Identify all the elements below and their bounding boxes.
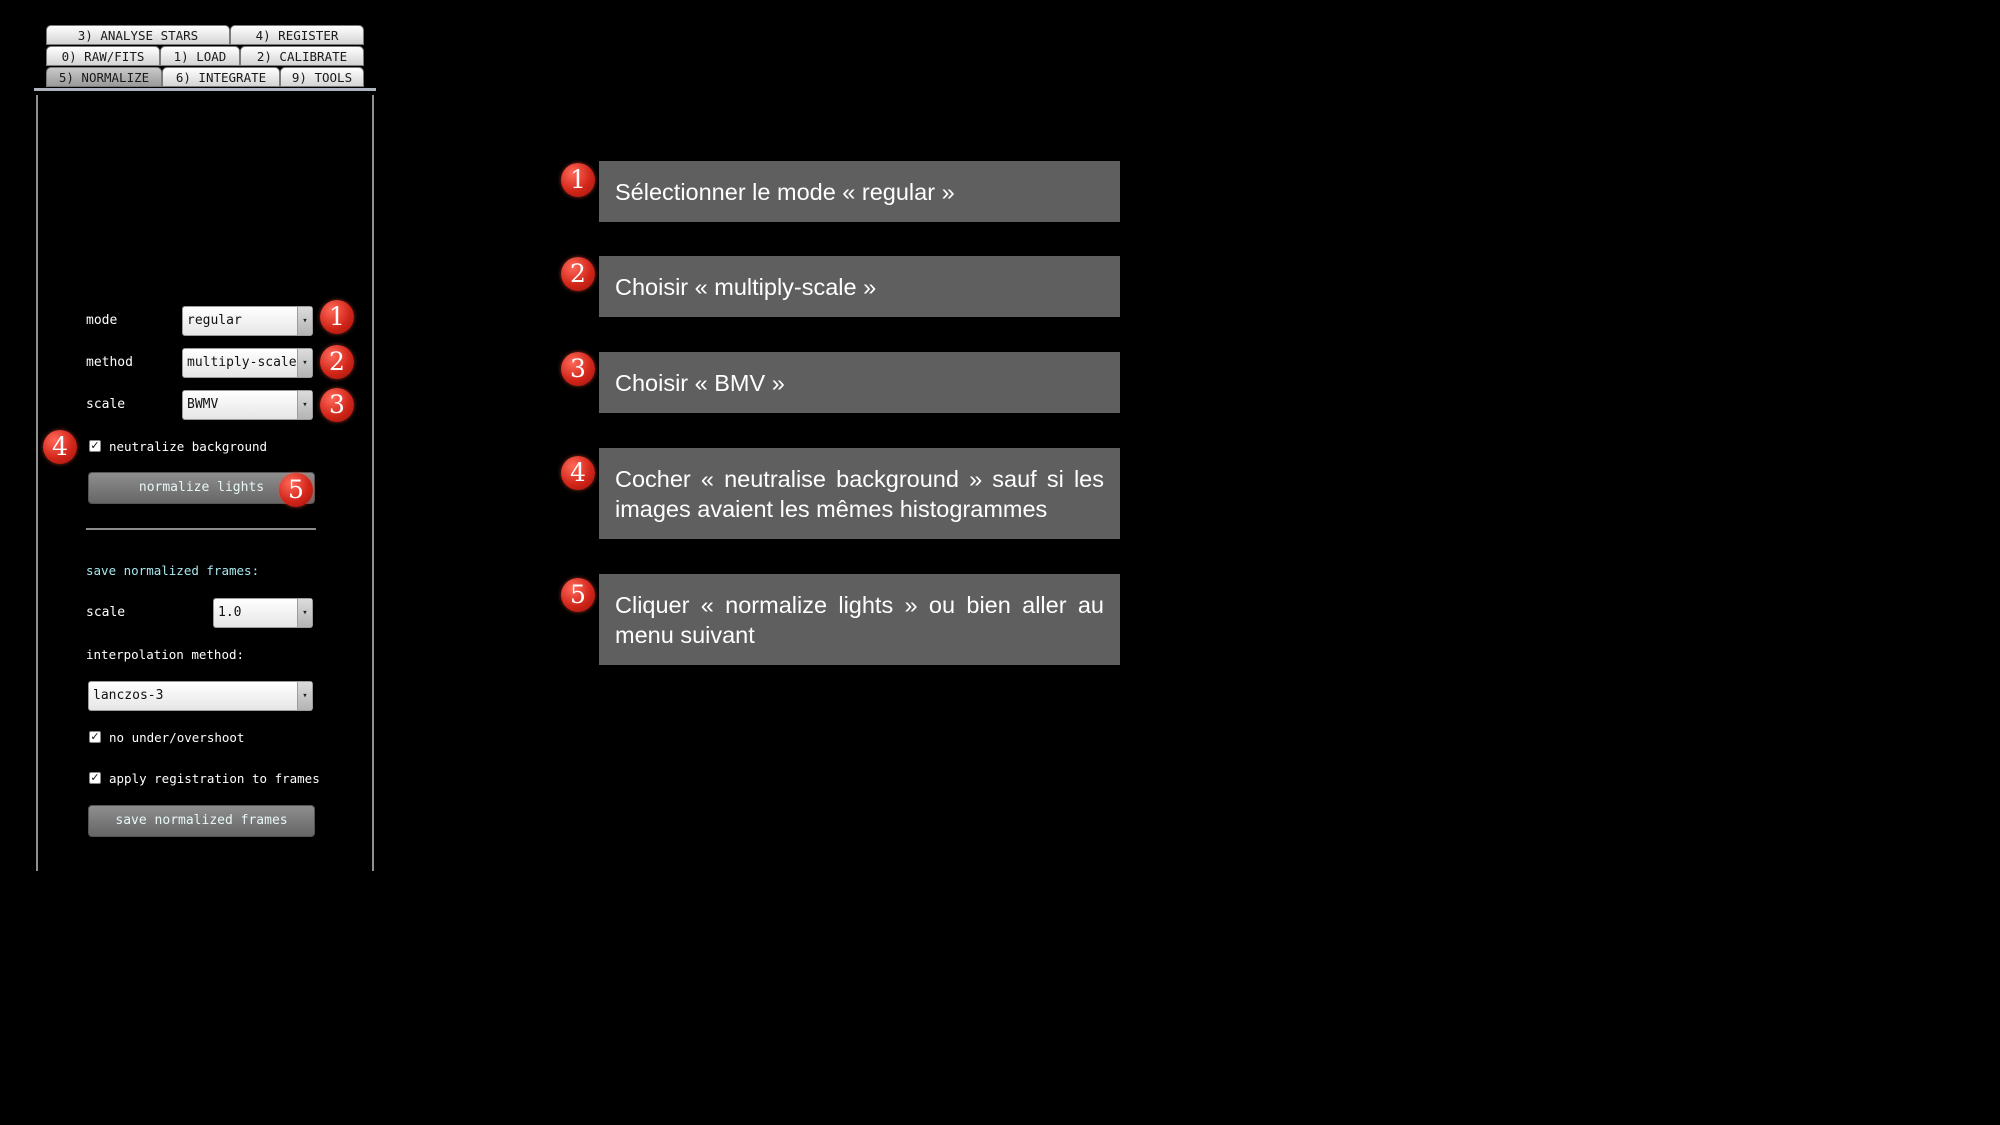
apply-registration-checkbox[interactable]: ✓ [90, 771, 100, 784]
tab-tools[interactable]: 9) TOOLS [280, 67, 364, 87]
method-label: method [86, 355, 133, 370]
tab-analyse-stars[interactable]: 3) ANALYSE STARS [46, 25, 230, 45]
instruction-text-3: Choisir « BMV » [615, 369, 785, 396]
instruction-badge-5: 5 [561, 578, 595, 612]
instruction-box-1 [599, 161, 1120, 222]
scale-label: scale [86, 397, 126, 412]
tab-integrate[interactable]: 6) INTEGRATE [162, 67, 280, 87]
step-badge-5: 5 [279, 473, 313, 507]
interpolation-method-label: interpolation method: [86, 647, 245, 662]
instruction-text-5: Cliquer « normalize lights » ou bien aller au menu suivant [615, 591, 1104, 648]
tab-normalize[interactable]: 5) NORMALIZE [46, 67, 162, 87]
step-badge-1: 1 [320, 300, 354, 334]
mode-select[interactable] [182, 306, 313, 336]
mode-select-value: regular [187, 313, 242, 328]
instruction-box-4 [599, 448, 1120, 539]
normalize-lights-button[interactable]: normalize lights [88, 472, 315, 504]
tab-underline [34, 88, 376, 91]
interpolation-method-select-value: lanczos-3 [93, 688, 164, 703]
chevron-down-icon: ▾ [297, 349, 312, 377]
tab-register[interactable]: 4) REGISTER [230, 25, 364, 45]
save-normalized-frames-button[interactable]: save normalized frames [88, 805, 315, 837]
instruction-text-4: Cocher « neutralise background » sauf si les images avaient les mêmes histogrammes [615, 465, 1104, 522]
chevron-down-icon: ▾ [297, 599, 312, 627]
scale-select[interactable] [182, 390, 313, 420]
mode-label: mode [86, 313, 118, 328]
instruction-text-1: Sélectionner le mode « regular » [615, 178, 955, 205]
instruction-text-2: Choisir « multiply-scale » [615, 273, 877, 300]
neutralize-background-checkbox[interactable]: ✓ [90, 439, 100, 452]
neutralize-background-label: neutralize background [109, 439, 268, 454]
no-overshoot-label: no under/overshoot [109, 730, 245, 745]
save-normalized-frames-label: save normalized frames: [86, 563, 260, 578]
tab-load[interactable]: 1) LOAD [160, 46, 240, 66]
chevron-down-icon: ▾ [297, 307, 312, 335]
interpolation-method-select[interactable] [88, 681, 313, 711]
save-scale-select-value: 1.0 [218, 605, 242, 620]
tab-calibrate[interactable]: 2) CALIBRATE [240, 46, 364, 66]
instruction-badge-3: 3 [561, 352, 595, 386]
method-select[interactable] [182, 348, 313, 378]
instruction-badge-2: 2 [561, 257, 595, 291]
instruction-box-2 [599, 256, 1120, 317]
save-scale-select[interactable] [213, 598, 313, 628]
section-divider [86, 528, 316, 530]
method-select-value: multiply-scale [187, 355, 297, 370]
instruction-box-3 [599, 352, 1120, 413]
instruction-badge-4: 4 [561, 456, 595, 490]
tab-raw-fits[interactable]: 0) RAW/FITS [46, 46, 160, 66]
step-badge-2: 2 [320, 345, 354, 379]
no-overshoot-checkbox[interactable]: ✓ [90, 730, 100, 743]
apply-registration-label: apply registration to frames [109, 771, 320, 786]
scale-select-value: BWMV [187, 397, 219, 412]
save-scale-label: scale [86, 605, 126, 620]
step-badge-3: 3 [320, 388, 354, 422]
chevron-down-icon: ▾ [297, 391, 312, 419]
step-badge-4: 4 [43, 430, 77, 464]
chevron-down-icon: ▾ [297, 682, 312, 710]
instruction-box-5 [599, 574, 1120, 665]
instruction-badge-1: 1 [561, 163, 595, 197]
